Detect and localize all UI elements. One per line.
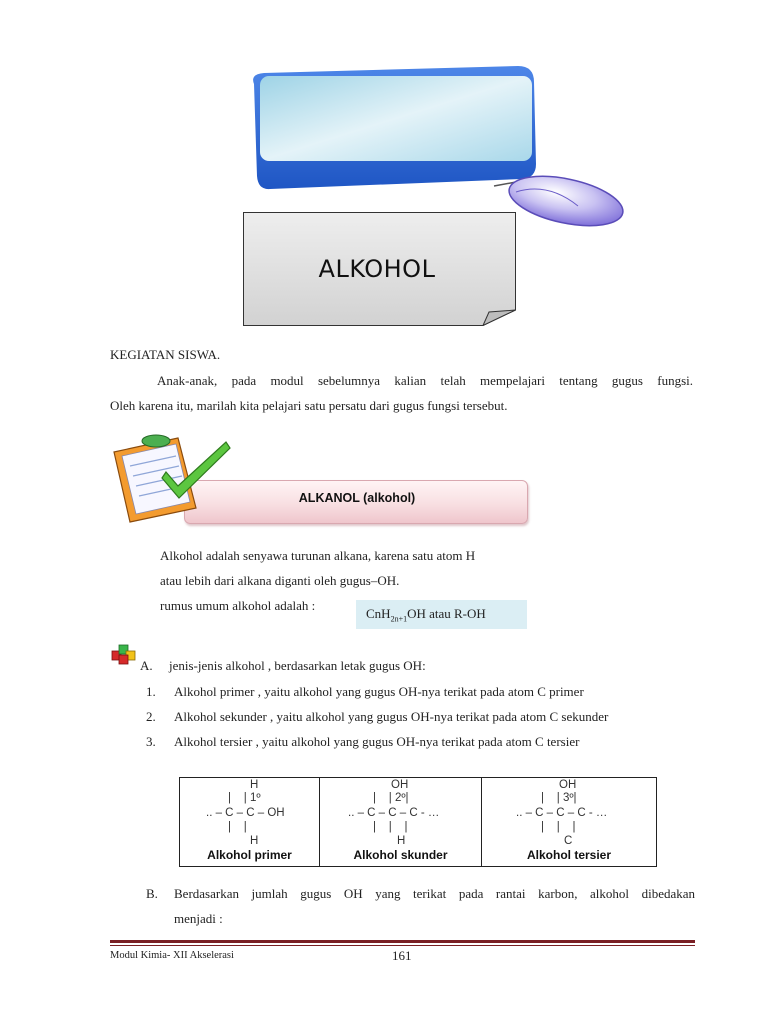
intro-paragraph-line2: Oleh karena itu, marilah kita pelajari satu persatu dari gugus fungsi tersebut. xyxy=(110,398,508,413)
general-formula xyxy=(366,606,486,624)
definition-line2: atau lebih dari alkana diganti oleh gugus–OH. xyxy=(160,573,400,588)
list-b-line1: Berdasarkan jumlah gugus OH yang terikat pada rantai karbon, alkohol dibedakan xyxy=(174,886,695,901)
list-item-number: 2. xyxy=(146,709,156,724)
structure-secondary xyxy=(320,778,481,866)
activity-label: KEGIATAN SISWA. xyxy=(110,347,221,362)
structure-line: | | 3º| xyxy=(541,792,577,804)
structure-line: H xyxy=(250,835,259,847)
list-item-number: 1. xyxy=(146,684,156,699)
structure-line: | | | xyxy=(541,821,576,833)
clipboard-check-icon xyxy=(108,428,238,526)
structure-label: Alkohol tersier xyxy=(526,848,612,862)
list-item: Alkohol primer , yaitu alkohol yang gugus OH-nya terikat pada atom C primer xyxy=(174,684,584,699)
footer-rule xyxy=(110,940,695,943)
structure-line: H xyxy=(397,835,406,847)
page-number: 161 xyxy=(392,948,412,963)
list-item-number: 3. xyxy=(146,734,156,749)
list-b-line2: menjadi : xyxy=(174,911,223,926)
list-item: Alkohol sekunder , yaitu alkohol yang gugus OH-nya terikat pada atom C sekunder xyxy=(174,709,609,724)
structure-line: | | 1º xyxy=(228,792,261,804)
structure-line: .. – C – C – OH xyxy=(206,807,285,819)
structure-line: OH xyxy=(559,779,577,791)
section-title: ALKANOL (alkohol) xyxy=(298,491,416,505)
list-a-marker: A. xyxy=(140,658,153,673)
formula-subscript: 2n+1 xyxy=(390,614,408,624)
alcohol-structures-table xyxy=(179,777,657,867)
footer-rule-thin xyxy=(110,945,695,946)
structure-label: Alkohol skunder xyxy=(353,848,448,862)
page-title: ALKOHOL xyxy=(318,255,436,283)
structure-line: .. – C – C – C - … xyxy=(348,807,440,819)
structure-primary xyxy=(180,778,319,866)
definition-line1: Alkohol adalah senyawa turunan alkana, karena satu atom H xyxy=(160,548,476,563)
structure-line: C xyxy=(564,835,573,847)
structure-line: | | xyxy=(228,821,247,833)
structure-line: OH xyxy=(391,779,409,791)
formula-suffix: OH atau R-OH xyxy=(407,606,486,621)
structure-tertiary xyxy=(482,778,656,866)
list-item: Alkohol tersier , yaitu alkohol yang gugus OH-nya terikat pada atom C tersier xyxy=(174,734,580,749)
structure-line: .. – C – C – C - … xyxy=(516,807,608,819)
list-a-heading: jenis-jenis alkohol , berdasarkan letak gugus OH: xyxy=(169,658,426,673)
definition-line3: rumus umum alkohol adalah : xyxy=(160,598,316,613)
list-b-marker: B. xyxy=(146,886,158,901)
structure-line: | | | xyxy=(373,821,408,833)
banner-graphic xyxy=(248,64,628,234)
structure-line: H xyxy=(250,779,259,791)
footer-module-name: Modul Kimia- XII Akselerasi xyxy=(110,950,234,961)
colored-cubes-icon xyxy=(110,642,138,666)
formula-prefix: CnH xyxy=(366,606,391,621)
intro-paragraph-line1: Anak-anak, pada modul sebelumnya kalian telah mempelajari tentang gugus fungsi. xyxy=(157,373,693,388)
structure-line: | | 2º| xyxy=(373,792,409,804)
structure-label: Alkohol primer xyxy=(207,848,292,862)
